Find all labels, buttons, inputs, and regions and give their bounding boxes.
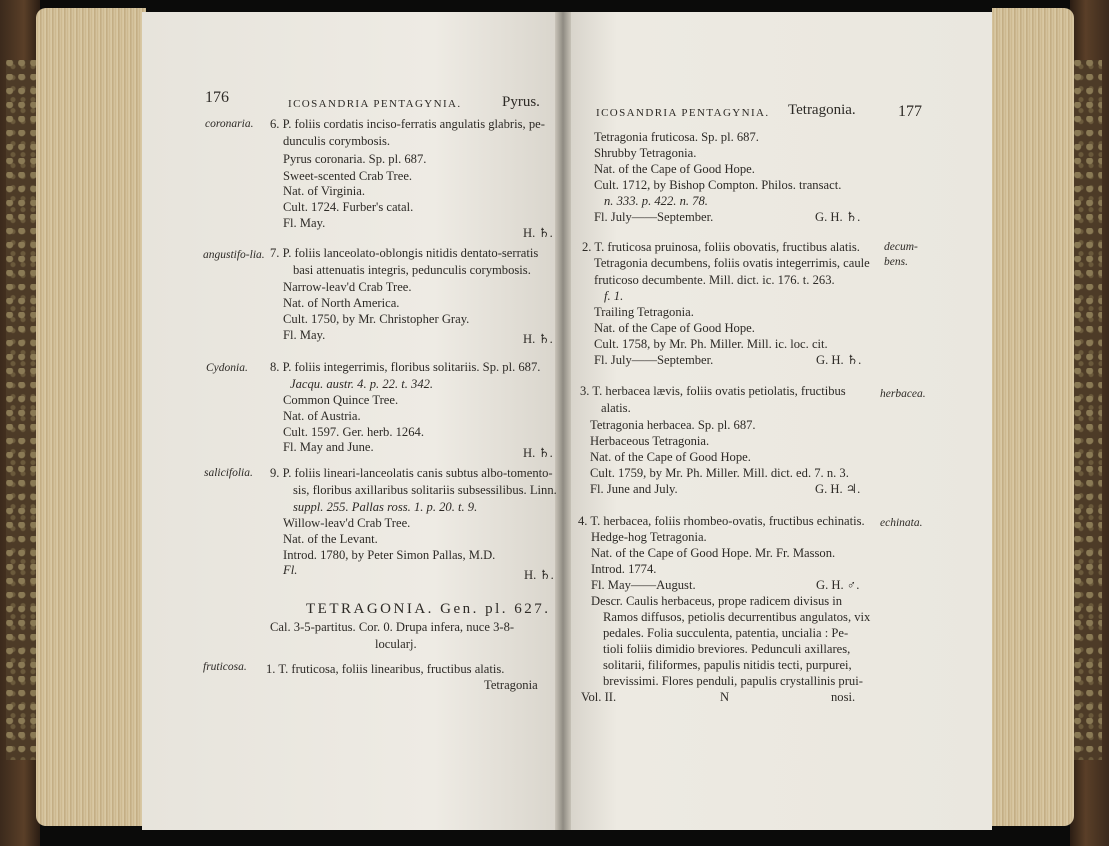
entry-line: Nat. of the Cape of Good Hope. Mr. Fr. Masson.	[591, 546, 836, 560]
entry-line: Introd. 1780, by Peter Simon Pallas, M.D.	[283, 548, 496, 562]
entry-line: f. 1.	[604, 289, 624, 303]
genus-heading: TETRAGONIA. Gen. pl. 627.	[306, 601, 551, 617]
entry-line: Fl. May——August.	[591, 578, 696, 592]
entry-line: sis, floribus axillaribus solitariis subsessilibus. Linn.	[293, 483, 557, 497]
hardiness-mark: H. ♄.	[523, 226, 553, 240]
entry-line: 3. T. herbacea lævis, foliis ovatis petiolatis, fructibus	[580, 384, 846, 398]
entry-line: Fl. May.	[283, 328, 326, 342]
entry-line: Cult. 1597. Ger. herb. 1264.	[283, 425, 424, 439]
entry-line: Cult. 1759, by Mr. Ph. Miller. Mill. dict. ed. 7. n. 3.	[590, 466, 849, 480]
entry-line: suppl. 255. Pallas ross. 1. p. 20. t. 9.	[293, 500, 478, 514]
entry-line: Tetragonia decumbens, foliis ovatis integerrimis, caule	[594, 256, 870, 270]
entry-line: Hedge-hog Tetragonia.	[591, 530, 707, 544]
hardiness-mark: G. H. ♄.	[816, 353, 862, 367]
side-label-angustifolia: angustifo-lia.	[203, 249, 265, 261]
side-label-decumbens: decum-bens.	[884, 241, 918, 268]
right-page-block	[992, 8, 1074, 826]
entry-line: Fl. July——September.	[594, 210, 714, 224]
entry-line: basi attenuatis integris, pedunculis corymbosis.	[293, 263, 531, 277]
description-line: tioli foliis dimidio breviores. Pedunculi axillares,	[603, 642, 851, 656]
entry-line: Introd. 1774.	[591, 562, 657, 576]
entry-line: Nat. of Austria.	[283, 409, 361, 423]
catchword: Tetragonia	[484, 678, 538, 692]
hardiness-mark: G. H. ♂.	[816, 578, 860, 592]
entry-line: Nat. of the Levant.	[283, 532, 378, 546]
description-line: solitarii, filiformes, papulis nitidis tecti, purpurei,	[603, 658, 852, 672]
entry-line: Herbaceous Tetragonia.	[590, 434, 710, 448]
entry-line: Cult. 1712, by Bishop Compton. Philos. transact.	[594, 178, 842, 192]
entry-line: Fl. June and July.	[590, 482, 678, 496]
side-label-fruticosa: fruticosa.	[203, 661, 247, 673]
entry-line: Jacqu. austr. 4. p. 22. t. 342.	[290, 377, 434, 391]
description-line: brevissimi. Flores penduli, papulis crystallinis prui-	[603, 674, 863, 688]
right-running-header: ICOSANDRIA PENTAGYNIA.	[596, 107, 770, 119]
entry-line: fruticoso decumbente. Mill. dict. ic. 176. t. 263.	[594, 273, 835, 287]
side-label-herbacea: herbacea.	[880, 388, 926, 400]
entry-line: 9. P. foliis lineari-lanceolatis canis subtus albo-tomento-	[270, 466, 553, 480]
hardiness-mark: H. ♄.	[524, 568, 554, 582]
entry-line: Tetragonia herbacea. Sp. pl. 687.	[590, 418, 756, 432]
entry-line: Trailing Tetragonia.	[594, 305, 694, 319]
genus-character: Cal. 3-5-partitus. Cor. 0. Drupa infera, nuce 3-8-	[270, 620, 515, 634]
right-page-number: 177	[898, 103, 922, 120]
entry-line: 1. T. fruticosa, foliis linearibus, fructibus alatis.	[266, 662, 505, 676]
hardiness-mark: H. ♄.	[523, 332, 553, 346]
entry-line: Fl. May and June.	[283, 440, 374, 454]
left-page-number: 176	[205, 89, 229, 106]
left-page-block	[36, 8, 146, 826]
entry-line: Fl. May.	[283, 216, 326, 230]
entry-line: Nat. of North America.	[283, 296, 400, 310]
entry-line: Cult. 1724. Furber's catal.	[283, 200, 414, 214]
book-gutter	[555, 12, 571, 830]
side-label-coronaria: coronaria.	[205, 118, 254, 130]
hardiness-mark: G. H. ♄.	[815, 210, 861, 224]
description-line: Ramos diffusos, petiolis decurrentibus angulatos, vix	[603, 610, 871, 624]
entry-line: Fl. July——September.	[594, 353, 714, 367]
entry-line: Cult. 1750, by Mr. Christopher Gray.	[283, 312, 470, 326]
entry-line: Nat. of the Cape of Good Hope.	[594, 321, 755, 335]
entry-line: Pyrus coronaria. Sp. pl. 687.	[283, 152, 427, 166]
entry-line: Cult. 1758, by Mr. Ph. Miller. Mill. ic. loc. cit.	[594, 337, 828, 351]
entry-line: 4. T. herbacea, foliis rhombeo-ovatis, fructibus echinatis.	[578, 514, 865, 528]
entry-line: dunculis corymbosis.	[283, 134, 391, 148]
genus-character: locularj.	[375, 637, 417, 651]
entry-line: Nat. of the Cape of Good Hope.	[594, 162, 755, 176]
signature-letter: N	[720, 690, 730, 704]
left-running-header: ICOSANDRIA PENTAGYNIA.	[288, 98, 462, 110]
right-header-genus: Tetragonia.	[788, 102, 856, 118]
entry-line: Common Quince Tree.	[283, 393, 399, 407]
entry-line: Sweet-scented Crab Tree.	[283, 169, 413, 183]
entry-line: Narrow-leav'd Crab Tree.	[283, 280, 412, 294]
side-label-salicifolia: salicifolia.	[204, 467, 253, 479]
description-line: Descr. Caulis herbaceus, prope radicem divisus in	[591, 594, 843, 608]
signature-volume: Vol. II.	[581, 690, 617, 704]
entry-line: 8. P. foliis integerrimis, floribus solitariis. Sp. pl. 687.	[270, 360, 541, 374]
side-label-cydonia: Cydonia.	[206, 362, 248, 374]
entry-line: Fl.	[283, 563, 298, 577]
description-line: pedales. Folia succulenta, patentia, uncialia : Pe-	[603, 626, 849, 640]
entry-line: Nat. of the Cape of Good Hope.	[590, 450, 751, 464]
entry-line: 7. P. foliis lanceolato-oblongis nitidis dentato-serratis	[270, 246, 539, 260]
side-label-echinata: echinata.	[880, 517, 923, 529]
entry-line: Tetragonia fruticosa. Sp. pl. 687.	[594, 130, 759, 144]
entry-line: 6. P. foliis cordatis inciso-ferratis angulatis glabris, pe-	[270, 117, 545, 131]
entry-line: Shrubby Tetragonia.	[594, 146, 697, 160]
right-marbled-edge	[1074, 60, 1102, 760]
catchword: nosi.	[831, 690, 856, 704]
entry-line: Nat. of Virginia.	[283, 184, 366, 198]
entry-line: 2. T. fruticosa pruinosa, foliis obovatis, fructibus alatis.	[582, 240, 860, 254]
entry-line: Willow-leav'd Crab Tree.	[283, 516, 411, 530]
entry-line: n. 333. p. 422. n. 78.	[604, 194, 708, 208]
hardiness-mark: H. ♄.	[523, 446, 553, 460]
left-header-genus: Pyrus.	[502, 94, 540, 110]
hardiness-mark: G. H. ♃.	[815, 482, 861, 496]
entry-line: alatis.	[601, 401, 631, 415]
left-marbled-edge	[6, 60, 36, 760]
